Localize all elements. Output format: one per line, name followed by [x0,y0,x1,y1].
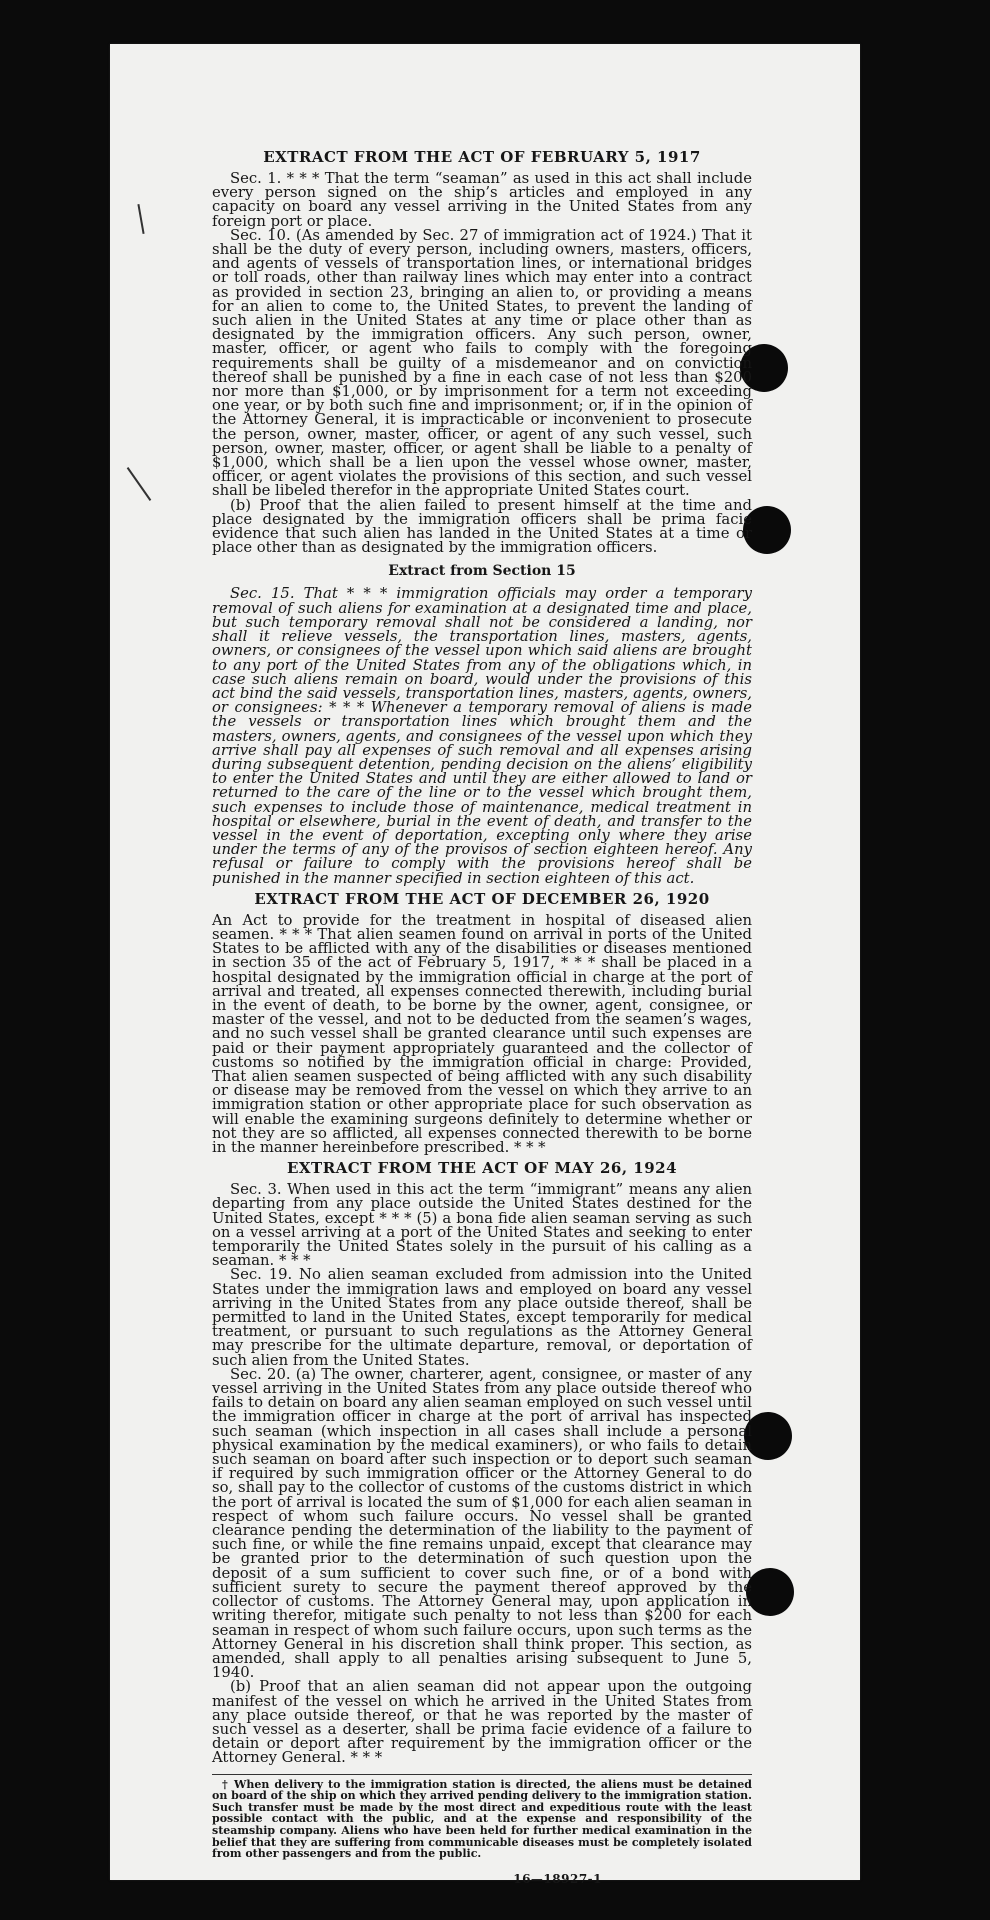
paragraph-act-1920: An Act to provide for the treatment in hospital of diseased alien seamen. * * * That alien seamen found on arrival in ports of the United States to be afflicted with any of the disabilities or diseases mentioned in section 35 of the act of February 5, 1917, * * * shall be placed in a hospital designated by the immigration official in charge at the port of arrival and treated, all expenses connected therewith, including burial in the event of death, to be borne by the owner, agent, consignee, or master of the vessel, and not to be deducted from the seamen’s wages, and no such vessel shall be granted clearance until such expenses are paid or their payment appropriately guaranteed and the collector of customs so notified by the immigration official in charge: Provided, That alien seamen suspected of being afflicted with any such disability or disease may be removed from the vessel on which they arrive to an immigration station or other appropriate place for such observation as will enable the examining surgeons definitely to determine whether or not they are so afflicted, all expenses connected therewith to be borne in the manner hereinbefore prescribed. * * * [212,911,752,1156]
paragraph-sec-15: Sec. 15. That * * * immigration officials may order a temporary removal of such aliens for examination at a designated time and place, but such temporary removal shall not be considered a landing, nor shall it relieve vessels, the transportation lines, masters, agents, owners, or consignees of the vessel upon which said aliens are brought to any port of the United States from any of the obligations which, in case such aliens remain on board, would under the provisions of this act bind the said vessels, transportation lines, masters, agents, owners, or consignees: * * * Whenever a temporary removal of aliens is made the vessels or transportation lines which brought them and the masters, owners, agents, and consignees of the vessel upon which they arrive shall pay all expenses of such removal and all expenses arising during subsequent detention, pending decision on the aliens’ eligibility to enter the United States and until they are either allowed to land or returned to the care of the line or to the vessel which brought them, such expenses to include those of maintenance, medical treatment in hospital or elsewhere, burial in the event of death, and transfer to the vessel in the event of deportation, excepting only where they arise under the terms of any of the provisos of section eighteen hereof. Any refusal or failure to comply with the provisions hereof shall be punished in the manner specified in section eighteen of this act. [212,585,752,887]
paragraph-sec-20-b: (b) Proof that an alien seaman did not appear upon the outgoing manifest of the vessel on which he arrived in the United States from any place outside thereof, or that he was reported by the master of such vessel as a deserter, shall be prima facie evidence of a failure to detain or deport after requirement by the immigration officer or the Attorney General. * * * [212,1678,752,1767]
section-15 [212,587,752,885]
heading-act-feb-1917: EXTRACT FROM THE ACT OF FEBRUARY 5, 1917 [263,148,701,166]
paragraph-sec-1: Sec. 1. * * * That the term “seaman” as used in this act shall include every person signed on the ship’s articles and employed in any capacity on board any vessel arriving in the United States from any foreign port or place. [212,170,752,230]
form-code: 16—18927-1 [513,1871,602,1886]
paragraph-sec-19: Sec. 19. No alien seaman excluded from admission into the United States under the immigration laws and employed on board any vessel arriving in the United States from any place outside thereof, shall be permitted to land in the United States, except temporarily for medical treatment, or pursuant to such regulations as the Attorney General may prescribe for the ultimate departure, removal, or deportation of such alien from the United States. [212,1266,752,1369]
paragraph-sec-10: Sec. 10. (As amended by Sec. 27 of immigration act of 1924.) That it shall be the duty of every person, including owners, masters, officers, and agents of vessels of transportation lines, or international bridges or toll roads, other than railway lines which may enter into a contract as provided in section 23, bringing an alien to, or providing a means for an alien to come to, the United States, to prevent the landing of such alien in the United States at any time or place other than as designated by the immigration officers. Any such person, owner, master, officer, or agent who fails to comply with the foregoing requirements shall be guilty of a misdemeanor and on conviction thereof shall be punished by a fine in each case of not less than $200 nor more than $1,000, or by imprisonment for a term not exceeding one year, or by both such fine and imprisonment; or, if in the opinion of the Attorney General, it is impracticable or inconvenient to prosecute the person, owner, master, officer, or agent of any such vessel, such person, owner, master, officer, or agent shall be liable to a penalty of $1,000, which shall be a lien upon the vessel whose owner, master, officer, or agent violates the provisions of this section, and such vessel shall be libeled therefor in the appropriate United States court. [212,226,752,500]
section-feb-1917 [212,172,752,555]
footnote-text: † When delivery to the immigration station is directed, the aliens must be detained on board of the ship on which they arrived pending delivery to the immigration station. Such transfer must be made by the most direct and expeditious route with the least possible contact with the public, and at the expense and responsibility of the steamship company. Aliens who have been held for further medical examination in the belief that they are suffering from communicable diseases must be completely isolated from other passengers and from the public. [212,1777,752,1861]
heading-section-15: Extract from Section 15 [388,563,576,580]
document-page [110,44,860,1886]
paragraph-sec-10-b: (b) Proof that the alien failed to present himself at the time and place designated by the immigration officers shall be prima facie evidence that such alien has landed in the United States at a time or place other than as designated by the immigration officers. [212,496,752,557]
paragraph-sec-3: Sec. 3. When used in this act the term “immigrant” means any alien departing from any place outside the United States destined for the United States, except * * * (5) a bona fide alien seaman serving as such on a vessel arriving at a port of the United States and seeking to enter temporarily the United States solely in the pursuit of his calling as a seaman. * * * [212,1181,752,1270]
footnote [212,1774,752,1860]
section-dec-1920 [212,911,752,1156]
heading-act-may-1924: EXTRACT FROM THE ACT OF MAY 26, 1924 [286,1159,678,1178]
punch-hole [746,1568,794,1616]
heading-act-dec-1920: EXTRACT FROM THE ACT OF DECEMBER 26, 1920 [254,889,710,908]
paragraph-sec-20-a: Sec. 20. (a) The owner, charterer, agent, consignee, or master of any vessel arriving in the United States from any place outside thereof who fails to detain on board any alien seaman employed on such vessel until the immigration officer in charge at the port of arrival has inspected such seaman (which inspection in all cases shall include a personal physical examination by the medical examiners), or who fails to detain such seaman on board after such inspection or to deport such seaman if required by such immigration officer or the Attorney General to do so, shall pay to the collector of customs of the customs district in which the port of arrival is located the sum of $1,000 for each alien seaman in respect of whom such failure occurs. No vessel shall be granted clearance pending the determination of the liability to the payment of such fine, or while the fine remains unpaid, except that clearance may be granted prior to the determination of such question upon the deposit of a sum sufficient to cover such fine, or of a bond with sufficient surety to secure the payment thereof approved by the collector of customs. The Attorney General may, upon application in writing therefor, mitigate such penalty to not less than $200 for each seaman in respect of whom such failure occurs, upon such terms as the Attorney General in his discretion shall think proper. This section, as amended, shall apply to all penalties arising subsequent to June 5, 1940. [212,1365,752,1682]
document-body [212,144,752,1886]
section-may-1924 [212,1183,752,1765]
pencil-mark [127,467,152,501]
pencil-mark [137,204,144,234]
